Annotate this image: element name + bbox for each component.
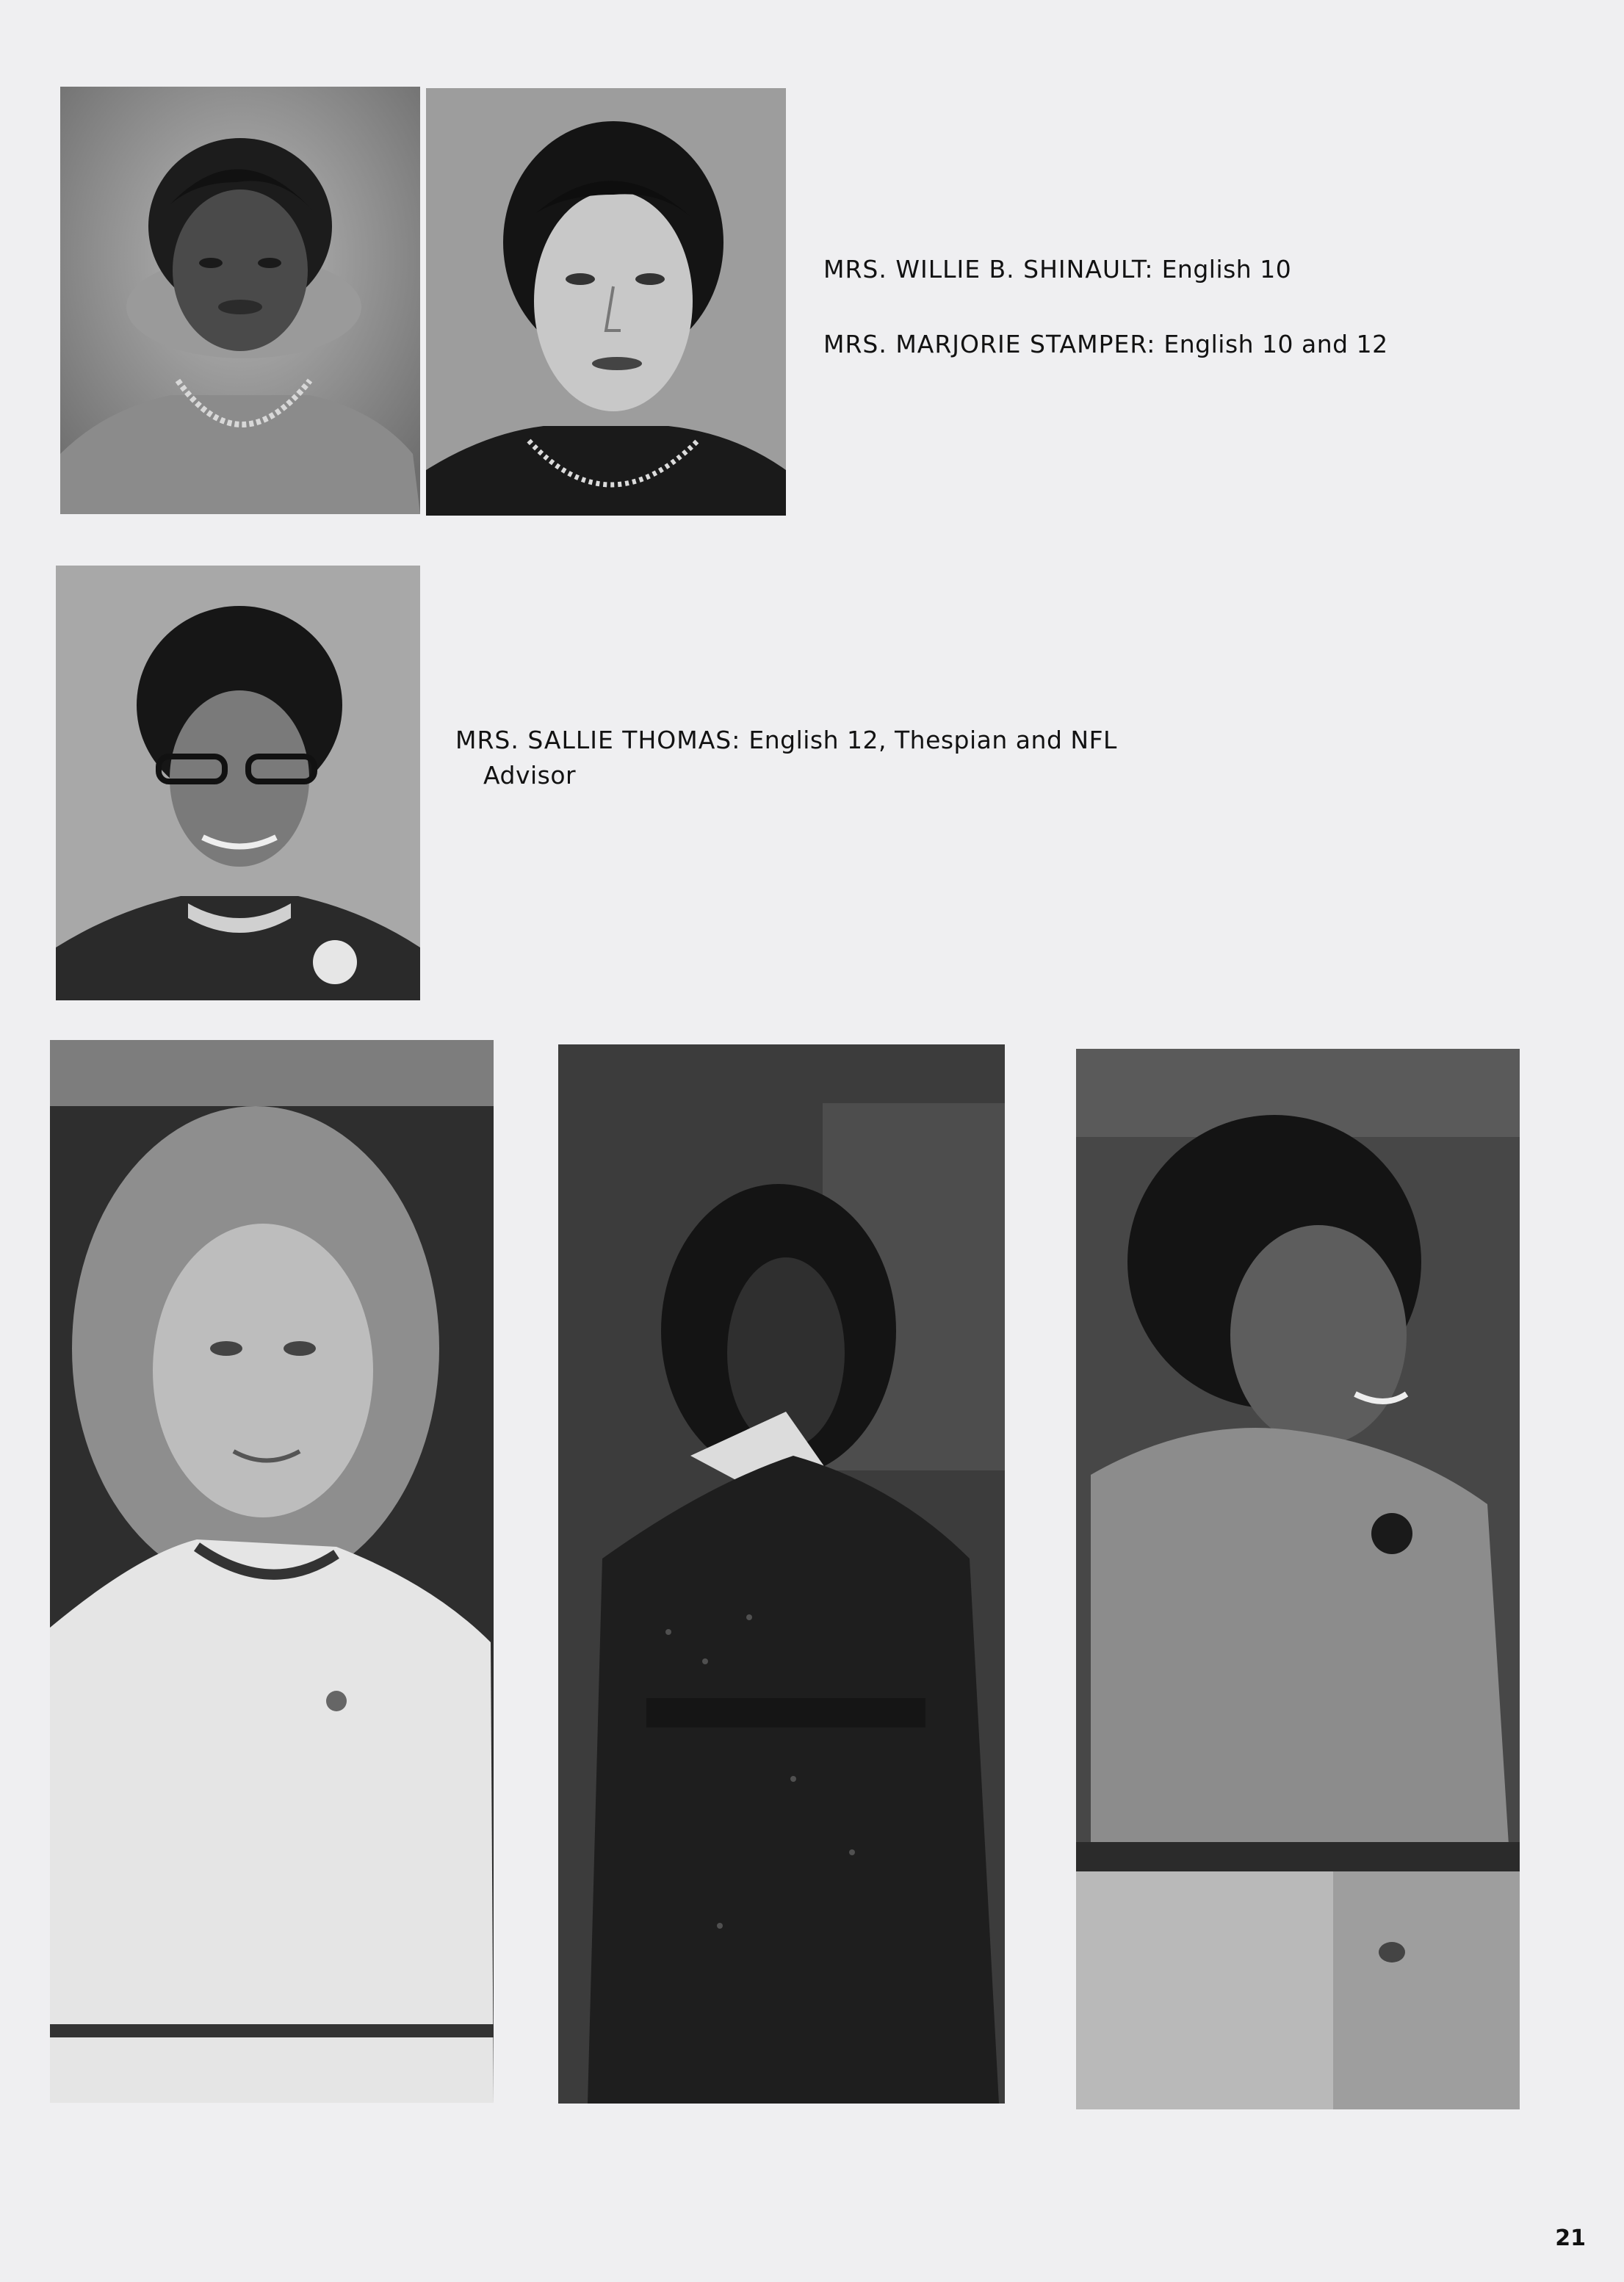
candid-photo-right (1076, 1049, 1520, 2109)
caption-thomas (455, 723, 1117, 793)
teacher-name: MRS. SALLIE THOMAS: (455, 726, 741, 754)
teacher-subject-continuation: Advisor (483, 761, 577, 790)
portrait-photo-shinault (60, 87, 420, 514)
teacher-subject: English 12, Thespian and NFL (748, 726, 1117, 754)
candid-photo-left (50, 1040, 494, 2103)
portrait-photo-stamper (426, 88, 786, 516)
candid-photo-middle (558, 1044, 1005, 2104)
teacher-name: MRS. WILLIE B. SHINAULT: (823, 255, 1154, 284)
page-number: 21 (1555, 2225, 1586, 2251)
caption-stamper (823, 327, 1388, 362)
caption-shinault (823, 252, 1291, 287)
portrait-photo-thomas (56, 566, 420, 1000)
teacher-name: MRS. MARJORIE STAMPER: (823, 330, 1156, 358)
teacher-subject: English 10 and 12 (1163, 330, 1388, 358)
teacher-subject: English 10 (1161, 255, 1292, 284)
